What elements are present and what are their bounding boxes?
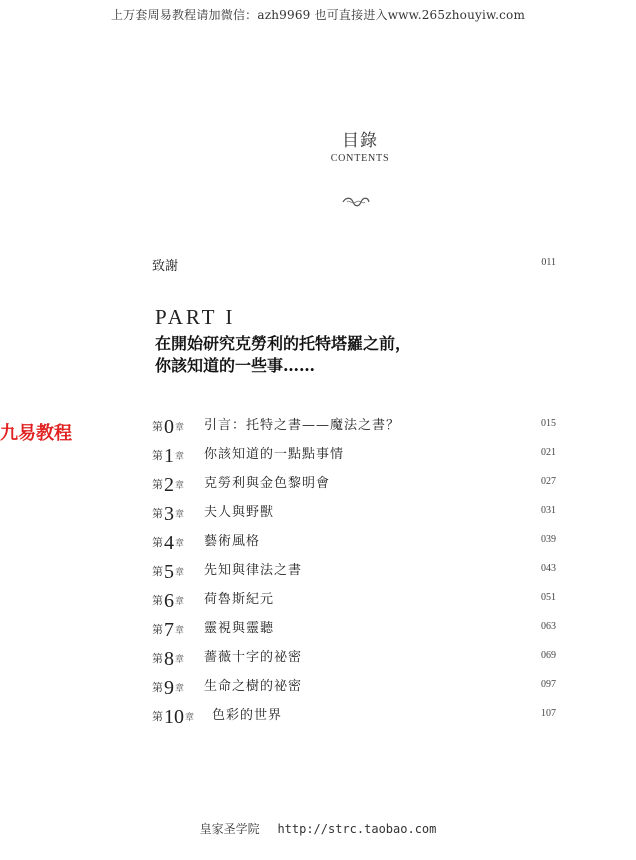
chapter-number: 3 xyxy=(164,503,174,525)
chapter-page-number: 063 xyxy=(541,621,556,632)
chapter-prefix: 第 xyxy=(152,478,163,491)
toc-row-chapter xyxy=(152,497,556,526)
toc-row-chapter xyxy=(152,671,556,700)
footer xyxy=(0,820,636,837)
toc-title-block xyxy=(0,126,636,164)
toc-row-chapter xyxy=(152,584,556,613)
chapter-number-label xyxy=(152,474,184,497)
chapter-suffix: 章 xyxy=(175,510,185,520)
chapter-suffix: 章 xyxy=(175,597,185,607)
toc-row-chapter xyxy=(152,555,556,584)
toc-row-chapter xyxy=(152,410,556,439)
chapter-number-label xyxy=(152,532,184,555)
chapter-number-label xyxy=(152,677,184,700)
acknowledgments-page: 011 xyxy=(541,257,556,268)
chapter-title: 靈視與靈聽 xyxy=(204,621,275,636)
chapter-page-number: 027 xyxy=(541,476,556,487)
part-subtitle-line2: 你該知道的一些事…… xyxy=(155,356,316,375)
chapter-number-label xyxy=(152,590,184,613)
chapter-number-label xyxy=(152,706,194,729)
toc-row-chapter xyxy=(152,526,556,555)
chapter-suffix: 章 xyxy=(175,452,185,462)
watermark-text: 九易教程 xyxy=(0,423,72,444)
chapter-suffix: 章 xyxy=(175,655,185,665)
chapter-number-label xyxy=(152,445,184,468)
chapter-suffix: 章 xyxy=(175,423,185,433)
chapter-number: 1 xyxy=(164,445,174,467)
chapter-number-label xyxy=(152,503,184,526)
chapter-prefix: 第 xyxy=(152,623,163,636)
chapter-prefix: 第 xyxy=(152,594,163,607)
chapter-suffix: 章 xyxy=(175,568,185,578)
page-subtitle: CONTENTS xyxy=(330,153,390,164)
chapter-number: 0 xyxy=(164,416,174,438)
chapter-page-number: 031 xyxy=(541,505,556,516)
footer-shop-name: 皇家圣学院 xyxy=(199,822,260,836)
page-title: 目錄 xyxy=(342,131,378,151)
chapter-number: 6 xyxy=(164,590,174,612)
chapter-suffix: 章 xyxy=(175,684,185,694)
chapter-suffix: 章 xyxy=(185,713,195,723)
footer-url: http://strc.taobao.com xyxy=(277,822,437,836)
toc-row-chapter xyxy=(152,700,556,729)
chapter-number-label xyxy=(152,561,184,584)
flourish-ornament-icon xyxy=(341,196,371,208)
chapter-title: 克勞利與金色黎明會 xyxy=(204,476,331,491)
chapter-number: 10 xyxy=(164,706,184,728)
chapter-prefix: 第 xyxy=(152,652,163,665)
chapter-page-number: 043 xyxy=(541,563,556,574)
chapter-title: 薔薇十字的祕密 xyxy=(204,650,303,665)
chapter-title: 夫人與野獸 xyxy=(204,505,275,520)
part-subtitle xyxy=(155,333,411,377)
chapter-number: 7 xyxy=(164,619,174,641)
chapter-page-number: 097 xyxy=(541,679,556,690)
chapter-list xyxy=(152,410,556,729)
chapter-title: 你該知道的一點點事情 xyxy=(204,447,345,462)
chapter-suffix: 章 xyxy=(175,481,185,491)
part-subtitle-line1: 在開始研究克勞利的托特塔羅之前， xyxy=(155,334,412,353)
chapter-prefix: 第 xyxy=(152,710,163,723)
toc-row-chapter xyxy=(152,439,556,468)
chapter-prefix: 第 xyxy=(152,420,163,433)
chapter-page-number: 107 xyxy=(541,708,556,719)
chapter-number-label xyxy=(152,416,184,439)
top-banner-text: 上万套周易教程请加微信：azh9969 也可直接进入www.265zhouyiw.com xyxy=(110,8,526,22)
chapter-page-number: 051 xyxy=(541,592,556,603)
chapter-title: 先知與律法之書 xyxy=(204,563,303,578)
toc-row-acknowledgments xyxy=(152,255,556,275)
chapter-number: 9 xyxy=(164,677,174,699)
chapter-title: 引言：托特之書——魔法之書？ xyxy=(204,418,401,433)
chapter-title: 荷魯斯紀元 xyxy=(204,592,275,607)
chapter-prefix: 第 xyxy=(152,507,163,520)
part-heading: PART I xyxy=(155,305,236,329)
acknowledgments-label: 致謝 xyxy=(152,259,179,274)
toc-row-chapter xyxy=(152,468,556,497)
toc-row-chapter xyxy=(152,613,556,642)
chapter-number: 4 xyxy=(164,532,174,554)
chapter-number-label xyxy=(152,619,184,642)
chapter-number-label xyxy=(152,648,184,671)
toc-row-chapter xyxy=(152,642,556,671)
chapter-number: 2 xyxy=(164,474,174,496)
chapter-title: 色彩的世界 xyxy=(212,708,283,723)
chapter-number: 8 xyxy=(164,648,174,670)
chapter-suffix: 章 xyxy=(175,626,185,636)
chapter-prefix: 第 xyxy=(152,565,163,578)
chapter-prefix: 第 xyxy=(152,449,163,462)
chapter-number: 5 xyxy=(164,561,174,583)
chapter-prefix: 第 xyxy=(152,681,163,694)
chapter-page-number: 015 xyxy=(541,418,556,429)
chapter-suffix: 章 xyxy=(175,539,185,549)
chapter-title: 生命之樹的祕密 xyxy=(204,679,303,694)
chapter-prefix: 第 xyxy=(152,536,163,549)
chapter-page-number: 069 xyxy=(541,650,556,661)
chapter-page-number: 021 xyxy=(541,447,556,458)
chapter-page-number: 039 xyxy=(541,534,556,545)
chapter-title: 藝術風格 xyxy=(204,534,261,549)
